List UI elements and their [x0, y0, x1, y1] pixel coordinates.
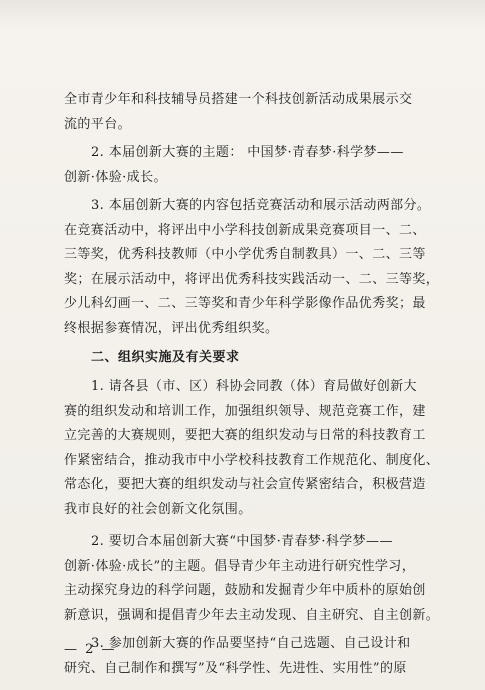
paragraph-continuation	[64, 88, 424, 137]
text-line: 我市良好的社会创新文化氛围。	[64, 501, 252, 517]
text-line: 终根据参赛情况，评出优秀组织奖。	[64, 320, 279, 336]
text-line: 创新·体验·成长”的主题。倡导青少年主动进行研究性学习，	[64, 558, 416, 574]
text-line: 赛的组织发动和培训工作，加强组织领导、规范竞赛工作，建	[64, 403, 426, 419]
text-line: 在竞赛活动中，将评出中小学科技创新成果竞赛项目一、二、	[64, 222, 426, 238]
paragraph-requirement-3	[64, 632, 424, 681]
document-body	[64, 88, 440, 681]
scan-shadow	[0, 0, 485, 30]
text-line: 作紧密结合，推动我市中小学校科技教育工作规范化、制度化、	[64, 452, 440, 468]
text-line: 3. 本届创新大赛的内容包括竞赛活动和展示活动两部分。	[91, 198, 431, 213]
text-line: 2. 本届创新大赛的主题： 中国梦·青春梦·科学梦——	[91, 145, 404, 160]
text-line: 立完善的大赛规则，要把大赛的组织发动与日常的科技教育工	[64, 428, 426, 443]
text-line: 全市青少年和科技辅导员搭建一个科技创新活动成果展示交	[64, 92, 413, 107]
paragraph-content	[64, 194, 440, 341]
text-line: 三等奖，优秀科技教师（中小学优秀自制教具）一、二、三等	[64, 247, 426, 262]
text-line: 研究、自己制作和撰写”及“科学性、先进性、实用性”的原	[64, 660, 407, 676]
paragraph-theme	[64, 141, 424, 190]
text-line: 奖；在展示活动中，将评出优秀科技实践活动一、二、三等奖，	[64, 271, 440, 287]
text-line: 流的平台。	[64, 116, 132, 132]
paragraph-requirement-1	[64, 375, 440, 522]
text-line: 常态化，要把大赛的组织发动与社会宣传紧密结合，积极营造	[64, 477, 426, 492]
page-number: — 2 —	[64, 642, 117, 657]
paragraph-requirement-2	[64, 530, 440, 628]
text-line: 新意识，强调和提倡青少年去主动发现、自主研究、自主创新。	[64, 607, 440, 623]
text-line: 少儿科幻画一、二、三等奖和青少年科学影像作品优秀奖；最	[64, 296, 426, 311]
text-line: 3. 参加创新大赛的作品要坚持“自己选题、自己设计和	[91, 636, 411, 651]
text-line: 创新·体验·成长。	[64, 169, 167, 185]
text-line: 2. 要切合本届创新大赛“中国梦·青春梦·科学梦——	[91, 534, 393, 549]
section-heading: 二、组织实施及有关要求	[91, 350, 240, 365]
text-line: 1. 请各县（市、区）科协会同教（体）育局做好创新大	[91, 379, 417, 394]
text-line: 主动探究身边的科学问题，鼓励和发掘青少年中质朴的原始创	[64, 583, 426, 598]
